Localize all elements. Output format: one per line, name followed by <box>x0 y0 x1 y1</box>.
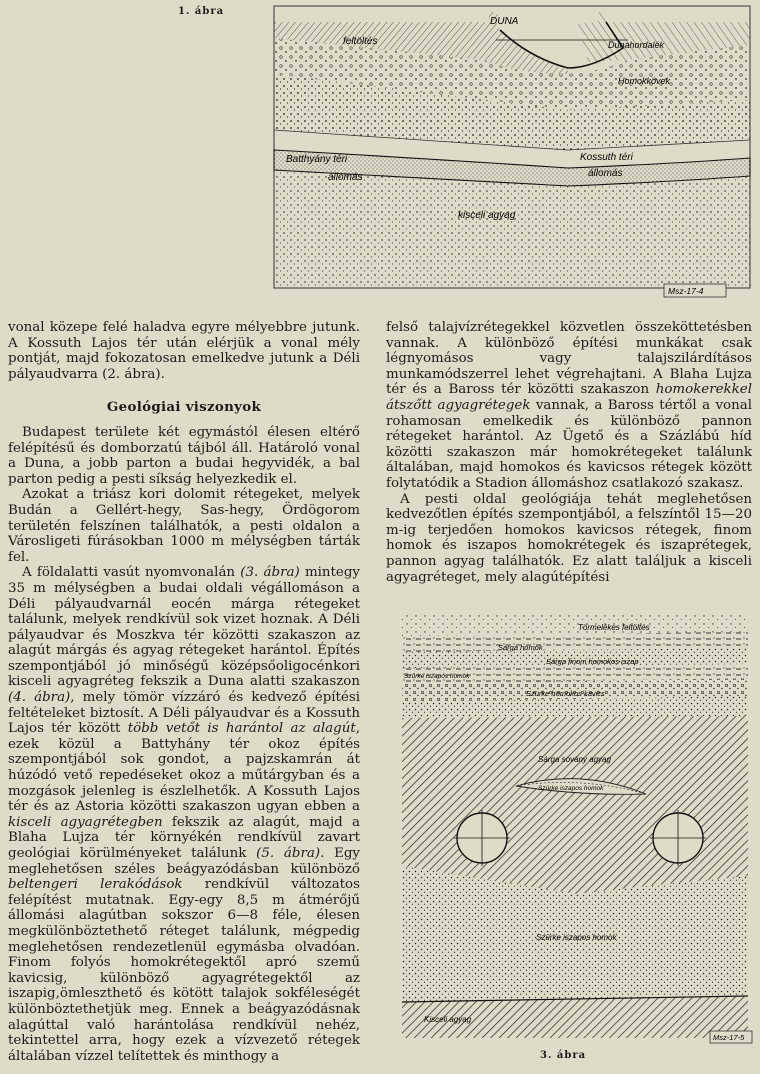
right-p1-c: vannak, a Baross tértől a vonal rohamosan emelkedik és különböző pannon rétegeket harántol. Az Ügető és a Százlábú híd közötti szakaszon már homokrétegeket találunk általában, majd homokos és kavicsos rétegek között folytatódik a Stadion állomáshoz csatlakozó szakasz. <box>386 397 752 491</box>
label-szurke-iszapos-top: Szürke iszapos homok <box>404 673 470 680</box>
left-p3: Azokat a triász kori dolomit rétegeket, melyek Budán a Gellért-hegy, Sas-hegy, Ördögorom területén felszínen találhatók, a pesti oldalon a Városligeti fúrásokban 1000 m mélységben tárták fel. <box>8 487 360 565</box>
right-p2: A pesti oldal geológiája tehát meglehetősen kedvezőtlen építés szempontjából, a felszíntől 15—20 m-ig terjedően homokos kavicsos rétegek, finom homok és iszapos homokrétegek és iszaprétegek, pannon agyag találhatók. Ez alatt találjuk a kisceli agyagréteget, mely alagútépítési <box>386 491 752 585</box>
figure-1-caption: 1. ábra <box>178 6 225 17</box>
figure-1-geological-section <box>268 0 754 305</box>
label-dunahordalek: Dunahordalék <box>608 40 665 50</box>
figure-3-caption: 3. ábra <box>540 1050 587 1061</box>
label-sarga-finom: Sárga finom homokos iszap <box>546 657 639 666</box>
label-duna: DUNA <box>490 16 519 27</box>
left-p1: vonal közepe felé haladva egyre mélyebbre jutunk. A Kossuth Lajos tér után elérjük a vonal mély pontját, majd fokozatosan emelkedve jutunk a Déli pályaudvarra (2. ábra). <box>8 320 360 382</box>
figure-3-geological-section <box>396 606 754 1046</box>
label-homokkovek: Homokkövek <box>618 76 671 86</box>
left-p4-e: , mely tömör vízzáró és kedvező építési feltételeket biztosít. A Déli pályaudvar és a Kossuth Lajos tér között <box>8 690 361 737</box>
left-p4 <box>8 565 360 1064</box>
label-kisceli: Kisceli agyag <box>424 1015 472 1024</box>
label-sarga-sovany: Sárga sovány agyag <box>538 755 611 764</box>
label-allomas-left: állomás <box>328 172 363 183</box>
label-allomas-right: állomás <box>588 168 623 179</box>
label-kossuth: Kossuth téri <box>580 152 633 163</box>
label-batthyany: Batthyány téri <box>286 154 348 165</box>
right-p1-a: felső talajvízrétegekkel közvetlen összeköttetésben vannak. A különböző építési munkákat csak légnyomásos vagy talajszilárdításos munkamódszerrel lehet végrehajtani. A Blaha Lujza tér és a Baross tér közötti szakaszon <box>386 320 752 398</box>
left-p4-l: beltengeri lerakódások <box>8 877 183 893</box>
figure-1-code: Msz-17-4 <box>668 286 704 296</box>
left-p4-f: több vetőt is harántol az alagút <box>127 721 356 737</box>
left-p4-m: rendkívül változatos felépítést mutatnak. Egy-egy 8,5 m átmérőjű állomási alagútban sokszor 6—8 féle, élesen megkülönböztethető réteget találunk, mégpedig meglehetősen rendezetlenül egymásba olvadóan. Finom folyós homokrétegektől apró szemű kavicsig, különböző agyagrétegektől az iszapig,ömleszthető és kötött talajok sokféleségét különböztethetjük meg. Ennek a beágyazódásnak alagúttal való harántolása rendkívül nehéz, tekintettel arra, hogy ezek a vízvezető rétegek általában vízzel telítettek és minthogy a <box>8 877 360 1064</box>
section-heading: Geológiai viszonyok <box>106 399 262 416</box>
left-column <box>8 320 360 1064</box>
left-p4-j: (5. ábra) <box>256 846 321 861</box>
right-p1-b: homokerekkel átszőtt agyagrétegek <box>386 382 752 413</box>
left-p4-b: (3. ábra) <box>240 565 300 581</box>
label-tormelekes: Törmelékes feltöltés <box>578 623 650 632</box>
label-szurke-iszap-lens: Szürke iszapos homok <box>538 785 604 792</box>
left-p4-c: mintegy 35 m mélységben a budai oldali végállomáson a Déli pályaudvarnál eocén márga rétegeket találunk, melyek rendkívül sok vizet hoznak. A Déli pályaudvar és Moszkva tér közötti szakaszon az alagút márgás és agyag rétegeket harántol. Építés szempontjából jó minőségű középsőoligocénkori kisceli agyagréteg fekszik a Duna alatti szakaszon <box>8 565 360 690</box>
label-feltoltes: feltöltés <box>343 36 378 47</box>
left-p2: Budapest területe két egymástól élesen eltérő felépítésű és domborzatú tájból áll. Határoló vonal a Duna, a jobb parton a budai hegyvidék, a bal parton pedig a pesti síkság helyezkedik el. <box>8 424 360 487</box>
left-p4-i: fekszik az alagút, majd a Blaha Lujza tér környékén rendkívül zavart geológiai körülményeket találunk <box>8 814 360 861</box>
right-p1 <box>386 320 752 492</box>
left-p4-g: , ezek közül a Battyhány tér okoz építés szempontjából sok gondot, a pajzskamrán át húzódó vető repedéseket okoz a műtárgyban és a mozgások jelenleg is észlelhetők. A Kossuth Lajos tér és az Astoria közötti szakaszon ugyan ebben a <box>8 721 361 815</box>
left-p4-k: . Egy meglehetősen széles beágyazódásban különböző <box>8 846 360 877</box>
left-p4-a: A földalatti vasút nyomvonalán <box>22 565 241 581</box>
left-p4-d: (4. ábra) <box>8 690 71 706</box>
label-szurke-iszapos: Szürke iszapos homok <box>536 933 617 942</box>
label-szurke-homokos: Szürke homokos kavics <box>526 689 605 698</box>
label-sarga-homok: Sárga homok <box>498 643 543 652</box>
figure-3-code: Msz-17-5 <box>713 1033 745 1042</box>
right-column <box>386 320 752 585</box>
left-p4-h: kisceli agyagrétegben <box>8 814 163 830</box>
label-kisceli: kisceli agyag <box>458 210 516 221</box>
